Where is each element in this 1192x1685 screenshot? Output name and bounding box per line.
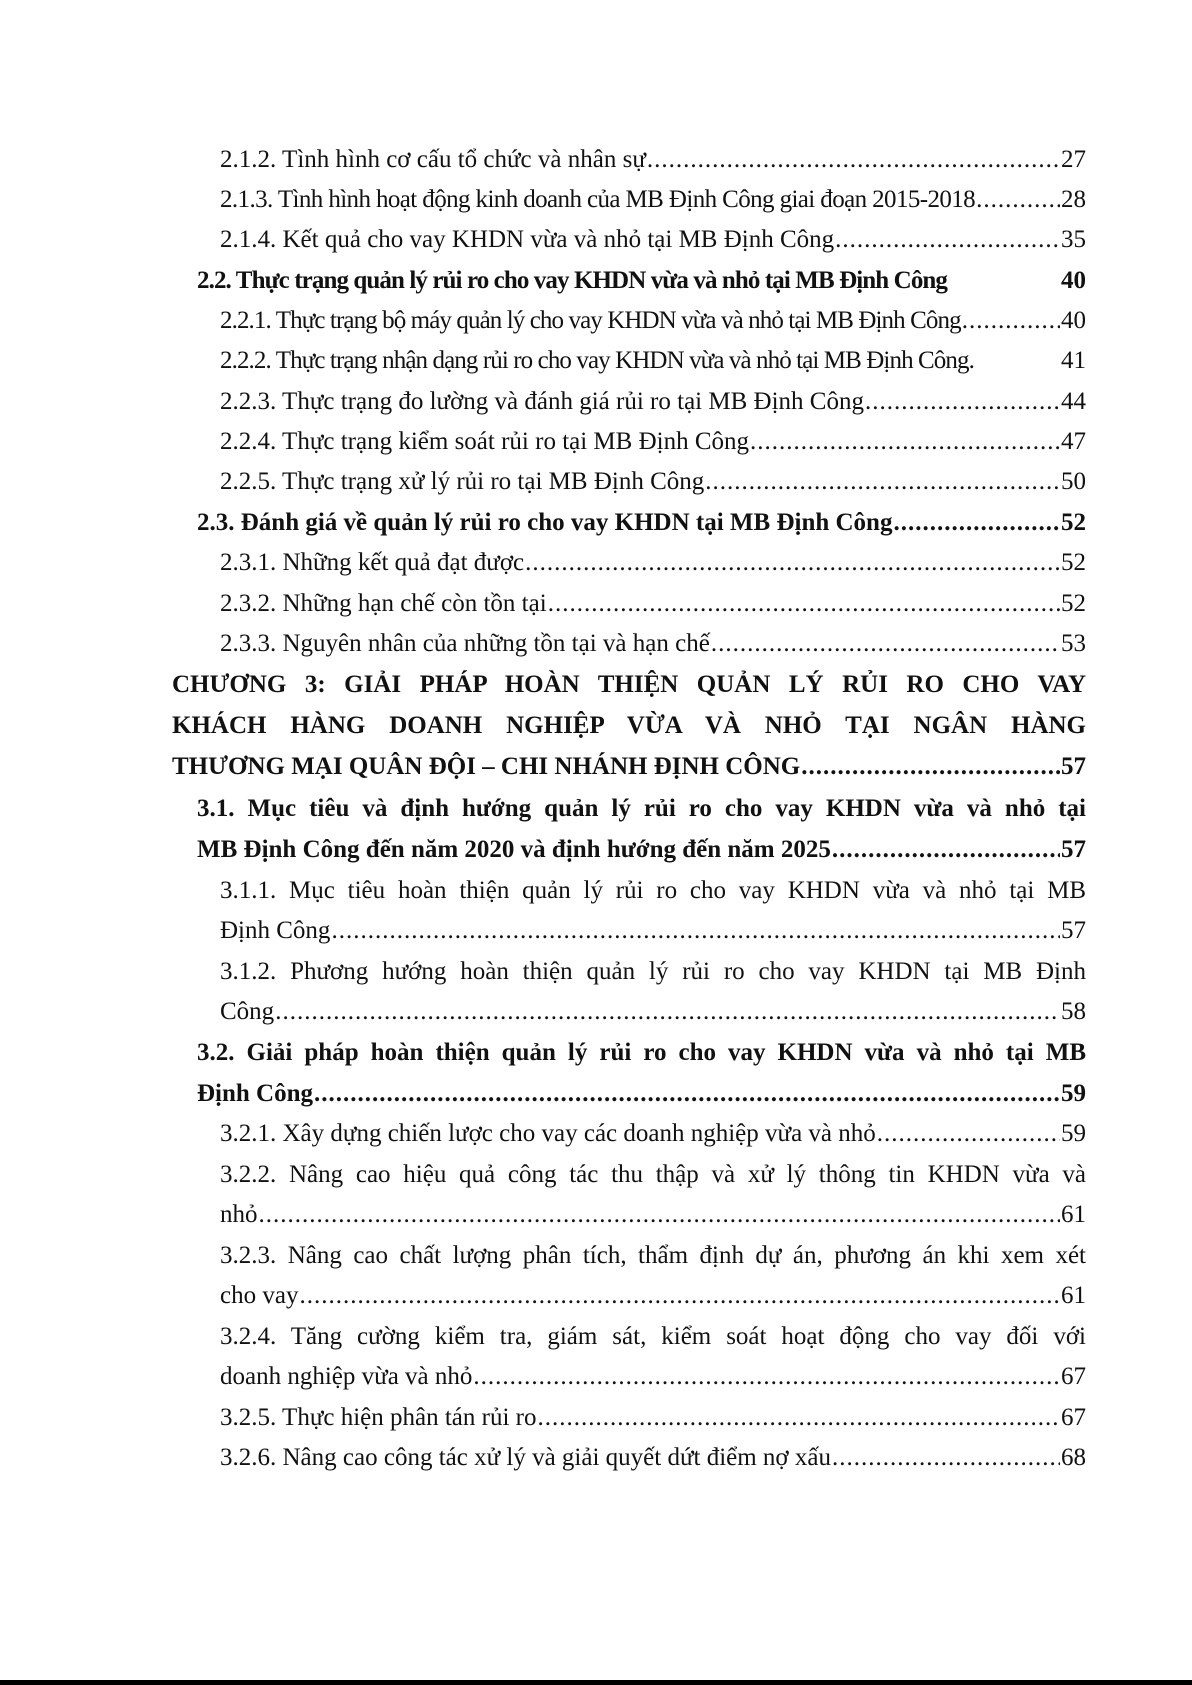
toc-entry-title: 3.2.5. Thực hiện phân tán rủi ro (220, 1404, 537, 1431)
toc-entry-2-2-2[interactable] (220, 346, 1086, 376)
toc-entry-title: 2.2.5. Thực trạng xử lý rủi ro tại MB Định Công (220, 468, 705, 495)
toc-entry-title: MB Định Công đến năm 2020 và định hướng đến năm 2025 (197, 836, 831, 863)
toc-entry-title: 3.2.3. Nâng cao chất lượng phân tích, thẩm định dự án, phương án khi xem xét (220, 1242, 1086, 1269)
toc-entry-title: 2.2.2. Thực trạng nhận dạng rủi ro cho vay KHDN vừa và nhỏ tại MB Định Công. (220, 347, 974, 374)
toc-entry-title: nhỏ (220, 1201, 258, 1228)
toc-entry-3-2-4-line-1[interactable] (220, 1322, 1086, 1352)
toc-entry-page: 57 (1061, 753, 1086, 780)
toc-entry-page: 61 (1061, 1201, 1086, 1228)
toc-entry-2-3-3[interactable] (220, 629, 1086, 659)
dot-leader (705, 467, 1060, 497)
toc-entry-title: Định Công (220, 917, 331, 944)
toc-entry-3-1-line-2[interactable] (197, 835, 1086, 865)
dot-leader (893, 508, 1060, 538)
toc-entry-page: 50 (1061, 468, 1086, 495)
toc-entry-title: 3.2.2. Nâng cao hiệu quả công tác thu thập và xử lý thông tin KHDN vừa và (220, 1161, 1086, 1188)
toc-entry-title: 2.1.2. Tình hình cơ cấu tổ chức và nhân sự (220, 146, 646, 173)
toc-entry-3-1-2-line-1[interactable] (220, 957, 1086, 987)
toc-entry-page: 40 (1061, 267, 1086, 294)
toc-entry-title: 2.2.4. Thực trạng kiểm soát rủi ro tại MB Định Công (220, 428, 750, 455)
toc-entry-title: cho vay (220, 1282, 299, 1309)
dot-leader (835, 225, 1060, 255)
toc-entry-title: 2.3. Đánh giá về quản lý rủi ro cho vay KHDN tại MB Định Công (197, 509, 893, 536)
toc-entry-2-1-3[interactable] (220, 185, 1086, 215)
toc-entry-3-2-4-line-2[interactable] (220, 1362, 1086, 1392)
dot-leader (832, 1443, 1060, 1473)
toc-entry-title: 2.2. Thực trạng quản lý rủi ro cho vay KHDN vừa và nhỏ tại MB Định Công (197, 267, 948, 294)
dot-leader (801, 752, 1060, 782)
toc-entry-page: 67 (1061, 1363, 1086, 1390)
toc-entry-page: 41 (1061, 347, 1086, 374)
toc-entry-page: 44 (1061, 388, 1086, 415)
toc-entry-3-1-line-1[interactable] (197, 794, 1086, 824)
toc-entry-title: 3.1. Mục tiêu và định hướng quản lý rủi ro cho vay KHDN vừa và nhỏ tại (197, 795, 1086, 822)
page-bottom-edge (0, 1680, 1192, 1685)
toc-entry-title: 2.1.4. Kết quả cho vay KHDN vừa và nhỏ tại MB Định Công (220, 226, 835, 253)
toc-entry-page: 61 (1061, 1282, 1086, 1309)
toc-entry-page: 59 (1061, 1080, 1086, 1107)
dot-leader (711, 629, 1060, 659)
toc-entry-title: doanh nghiệp vừa và nhỏ (220, 1363, 473, 1390)
toc-entry-3-1-2-line-2[interactable] (220, 997, 1086, 1027)
dot-leader (259, 1200, 1061, 1230)
toc-entry-page: 52 (1061, 590, 1086, 617)
dot-leader (548, 589, 1060, 619)
dot-leader (832, 835, 1060, 865)
toc-entry-2-3-2[interactable] (220, 589, 1086, 619)
toc-entry-title: CHƯƠNG 3: GIẢI PHÁP HOÀN THIỆN QUẢN LÝ RỦI RO CHO VAY (172, 671, 1086, 698)
toc-chapter-3-line-2[interactable] (172, 711, 1086, 741)
toc-entry-title: Công (220, 998, 275, 1025)
toc-entry-2-2-4[interactable] (220, 427, 1086, 457)
toc-entry-title: 2.3.3. Nguyên nhân của những tồn tại và hạn chế (220, 630, 710, 657)
toc-entry-page: 58 (1061, 998, 1086, 1025)
toc-entry-3-2-3-line-2[interactable] (220, 1281, 1086, 1311)
toc-entry-2-2-5[interactable] (220, 467, 1086, 497)
dot-leader (525, 548, 1060, 578)
toc-chapter-3-line-1[interactable] (172, 670, 1086, 700)
toc-entry-3-2-5[interactable] (220, 1403, 1086, 1433)
toc-entry-title: KHÁCH HÀNG DOANH NGHIỆP VỪA VÀ NHỎ TẠI NGÂN HÀNG (172, 712, 1086, 739)
dot-leader (275, 997, 1060, 1027)
dot-leader (538, 1403, 1061, 1433)
toc-entry-3-2-6[interactable] (220, 1443, 1086, 1473)
toc-entry-title: 2.2.3. Thực trạng đo lường và đánh giá rủi ro tại MB Định Công (220, 388, 864, 415)
toc-entry-3-2-line-2[interactable] (197, 1079, 1086, 1109)
toc-entry-2-2-1[interactable] (220, 306, 1086, 336)
dot-leader (331, 916, 1060, 946)
toc-entry-page: 59 (1061, 1120, 1086, 1147)
toc-entry-page: 57 (1061, 917, 1086, 944)
toc-entry-page: 27 (1061, 146, 1086, 173)
dot-leader (865, 387, 1060, 417)
toc-entry-2-1-2[interactable] (220, 145, 1086, 175)
toc-entry-2-2[interactable] (197, 266, 1086, 296)
toc-entry-title: 2.2.1. Thực trạng bộ máy quản lý cho vay KHDN vừa và nhỏ tại MB Định Công (220, 307, 961, 334)
toc-entry-3-2-2-line-1[interactable] (220, 1160, 1086, 1190)
toc-entry-3-1-1-line-1[interactable] (220, 876, 1086, 906)
toc-chapter-3-line-3[interactable] (172, 752, 1086, 782)
toc-entry-page: 67 (1061, 1404, 1086, 1431)
toc-entry-3-2-2-line-2[interactable] (220, 1200, 1086, 1230)
toc-entry-3-1-1-line-2[interactable] (220, 916, 1086, 946)
toc-entry-2-3-1[interactable] (220, 548, 1086, 578)
dot-leader (299, 1281, 1060, 1311)
toc-entry-3-2-1[interactable] (220, 1119, 1086, 1149)
toc-entry-title: 3.1.1. Mục tiêu hoàn thiện quản lý rủi ro cho vay KHDN vừa và nhỏ tại MB (220, 877, 1086, 904)
toc-entry-3-2-3-line-1[interactable] (220, 1241, 1086, 1271)
toc-entry-title: 3.1.2. Phương hướng hoàn thiện quản lý rủi ro cho vay KHDN tại MB Định (220, 958, 1086, 985)
toc-entry-2-1-4[interactable] (220, 225, 1086, 255)
toc-entry-title: 2.3.1. Những kết quả đạt được (220, 549, 525, 576)
dot-leader (962, 306, 1060, 336)
toc-entry-page: 68 (1061, 1444, 1086, 1471)
dot-leader (647, 145, 1060, 175)
toc-entry-title: Định Công (197, 1080, 314, 1107)
toc-entry-3-2-line-1[interactable] (197, 1038, 1086, 1068)
dot-leader (750, 427, 1060, 457)
toc-entry-2-2-3[interactable] (220, 387, 1086, 417)
toc-entry-page: 52 (1061, 549, 1086, 576)
toc-entry-title: 2.3.2. Những hạn chế còn tồn tại (220, 590, 547, 617)
toc-entry-title: 3.2.6. Nâng cao công tác xử lý và giải quyết dứt điểm nợ xấu (220, 1444, 831, 1471)
toc-entry-2-3[interactable] (197, 508, 1086, 538)
dot-leader (976, 185, 1060, 215)
toc-entry-page: 47 (1061, 428, 1086, 455)
toc-entry-page: 57 (1061, 836, 1086, 863)
toc-entry-title: 3.2. Giải pháp hoàn thiện quản lý rủi ro cho vay KHDN vừa và nhỏ tại MB (197, 1039, 1086, 1066)
toc-entry-page: 40 (1061, 307, 1086, 334)
dot-leader (877, 1119, 1060, 1149)
toc-entry-title: THƯƠNG MẠI QUÂN ĐỘI – CHI NHÁNH ĐỊNH CÔNG (172, 753, 801, 780)
toc-entry-title: 3.2.1. Xây dựng chiến lược cho vay các doanh nghiệp vừa và nhỏ (220, 1120, 876, 1147)
toc-entry-page: 52 (1061, 509, 1086, 536)
toc-entry-page: 35 (1061, 226, 1086, 253)
toc-entry-page: 28 (1061, 186, 1086, 213)
toc-entry-page: 53 (1061, 630, 1086, 657)
toc-entry-title: 3.2.4. Tăng cường kiểm tra, giám sát, kiểm soát hoạt động cho vay đối với (220, 1323, 1086, 1350)
toc-entry-title: 2.1.3. Tình hình hoạt động kinh doanh của MB Định Công giai đoạn 2015-2018 (220, 186, 976, 213)
dot-leader (473, 1362, 1060, 1392)
dot-leader (314, 1079, 1060, 1109)
